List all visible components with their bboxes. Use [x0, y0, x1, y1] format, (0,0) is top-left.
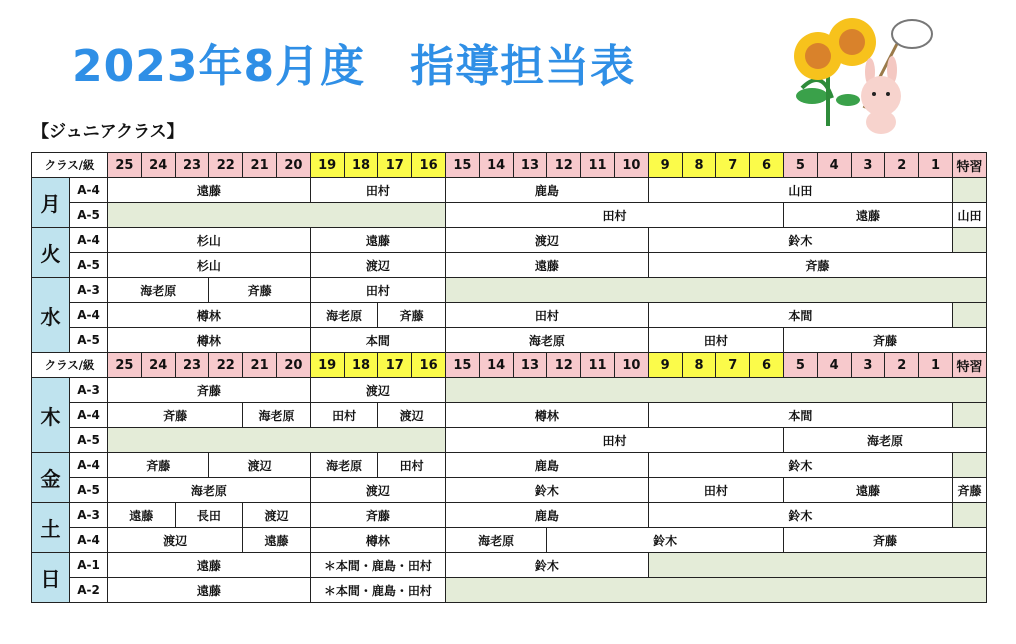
instructor-cell: 本間 [648, 303, 952, 328]
empty-slot-cell [952, 453, 986, 478]
instructor-cell: 田村 [310, 278, 445, 303]
page-title: 2023年8月度 指導担当表 [72, 41, 636, 92]
instructor-cell: 田村 [310, 178, 445, 203]
grade-header-cell: 9 [648, 153, 682, 178]
grade-header-cell: 13 [513, 153, 547, 178]
grade-header-row [32, 153, 987, 178]
class-level-cell: A-5 [70, 428, 108, 453]
instructor-cell: 遠藤 [783, 203, 952, 228]
instructor-cell: 海老原 [445, 328, 648, 353]
grade-header-cell: 14 [479, 353, 513, 378]
instructor-cell: 樽林 [445, 403, 648, 428]
instructor-cell: ＊本間・鹿島・田村 [310, 553, 445, 578]
sunflower-icon [794, 18, 876, 126]
instructor-cell: 遠藤 [108, 553, 311, 578]
grade-header-cell: 13 [513, 353, 547, 378]
instructor-cell: 斉藤 [783, 328, 986, 353]
empty-slot-cell [445, 378, 986, 403]
grade-header-cell: 3 [851, 153, 885, 178]
section-subtitle: 【ジュニアクラス】 [32, 122, 184, 142]
grade-header-cell: 11 [581, 153, 615, 178]
instructor-cell: 海老原 [310, 303, 378, 328]
grade-header-cell: 15 [445, 153, 479, 178]
schedule-row [32, 553, 987, 578]
instructor-cell: 海老原 [445, 528, 546, 553]
instructor-cell: 斉藤 [952, 478, 986, 503]
schedule-row [32, 378, 987, 403]
class-level-cell: A-3 [70, 503, 108, 528]
instructor-cell: 斉藤 [108, 403, 243, 428]
class-level-cell: A-5 [70, 253, 108, 278]
grade-header-cell: 7 [716, 353, 750, 378]
grade-header-cell: 25 [108, 153, 142, 178]
instructor-cell: 遠藤 [108, 178, 311, 203]
schedule-row [32, 403, 987, 428]
instructor-cell: 遠藤 [310, 228, 445, 253]
instructor-cell: 斉藤 [108, 378, 311, 403]
instructor-cell: 斉藤 [648, 253, 986, 278]
instructor-cell: 樽林 [108, 303, 311, 328]
schedule-row [32, 328, 987, 353]
instructor-cell: 鹿島 [445, 178, 648, 203]
grade-header-cell: 6 [750, 153, 784, 178]
summer-illustration [782, 8, 942, 136]
instructor-cell: 海老原 [108, 278, 209, 303]
instructor-cell: 鈴木 [648, 228, 952, 253]
instructor-cell: 田村 [445, 303, 648, 328]
grade-header-cell: 23 [175, 153, 209, 178]
grade-header-cell: 22 [209, 353, 243, 378]
grade-header-cell: 21 [243, 353, 277, 378]
grade-header-cell: 24 [141, 353, 175, 378]
class-level-cell: A-4 [70, 178, 108, 203]
schedule-row [32, 453, 987, 478]
class-level-cell: A-5 [70, 478, 108, 503]
empty-slot-cell [952, 403, 986, 428]
weekday-cell: 木 [32, 378, 70, 453]
instructor-cell: 鈴木 [547, 528, 784, 553]
weekday-cell: 火 [32, 228, 70, 278]
instructor-cell: 斉藤 [378, 303, 446, 328]
grade-header-cell: 7 [716, 153, 750, 178]
grade-header-cell: 25 [108, 353, 142, 378]
instructor-cell: 鈴木 [648, 453, 952, 478]
schedule-row [32, 578, 987, 603]
instructor-cell: 海老原 [108, 478, 311, 503]
instructor-cell: ＊本間・鹿島・田村 [310, 578, 445, 603]
instructor-cell: 鈴木 [445, 553, 648, 578]
grade-header-cell: 6 [750, 353, 784, 378]
empty-slot-cell [648, 553, 986, 578]
instructor-cell: 鈴木 [648, 503, 952, 528]
grade-header-cell: 21 [243, 153, 277, 178]
instructor-cell: 田村 [378, 453, 446, 478]
grade-header-cell: 23 [175, 353, 209, 378]
instructor-cell: 田村 [445, 428, 783, 453]
empty-slot-cell [108, 203, 446, 228]
instructor-cell: 田村 [310, 403, 378, 428]
class-level-cell: A-4 [70, 528, 108, 553]
instructor-cell: 遠藤 [108, 503, 176, 528]
instructor-cell: 海老原 [783, 428, 986, 453]
instructor-cell: 本間 [648, 403, 952, 428]
instructor-cell: 斉藤 [783, 528, 986, 553]
class-level-cell: A-2 [70, 578, 108, 603]
class-level-cell: A-4 [70, 303, 108, 328]
schedule-row [32, 303, 987, 328]
class-level-cell: A-4 [70, 453, 108, 478]
instructor-cell: 杉山 [108, 253, 311, 278]
grade-header-cell: 10 [614, 353, 648, 378]
instructor-cell: 遠藤 [783, 478, 952, 503]
schedule-row [32, 228, 987, 253]
instructor-cell: 山田 [952, 203, 986, 228]
empty-slot-cell [952, 303, 986, 328]
grade-header-cell: 9 [648, 353, 682, 378]
grade-header-cell: 16 [412, 353, 446, 378]
grade-header-cell: 19 [310, 353, 344, 378]
grade-header-cell: 2 [885, 353, 919, 378]
grade-header-cell: 10 [614, 153, 648, 178]
instructor-cell: 渡辺 [108, 528, 243, 553]
instructor-cell: 渡辺 [310, 478, 445, 503]
instructor-cell: 斉藤 [209, 278, 310, 303]
grade-header-cell: 1 [919, 353, 953, 378]
grade-header-cell: 24 [141, 153, 175, 178]
instructor-cell: 鹿島 [445, 503, 648, 528]
instructor-cell: 遠藤 [445, 253, 648, 278]
weekday-cell: 土 [32, 503, 70, 553]
rabbit-icon [861, 56, 901, 134]
instructor-cell: 鹿島 [445, 453, 648, 478]
grade-header-cell: 12 [547, 153, 581, 178]
grade-header-cell: 5 [783, 353, 817, 378]
weekday-cell: 金 [32, 453, 70, 503]
grade-header-cell: 22 [209, 153, 243, 178]
instructor-cell: 田村 [648, 328, 783, 353]
schedule-row [32, 203, 987, 228]
grade-header-cell: 18 [344, 153, 378, 178]
grade-header-row [32, 353, 987, 378]
instructor-cell: 渡辺 [310, 378, 445, 403]
grade-header-cell: 16 [412, 153, 446, 178]
empty-slot-cell [952, 178, 986, 203]
instructor-cell: 遠藤 [243, 528, 311, 553]
empty-slot-cell [445, 278, 986, 303]
instructor-cell: 斉藤 [310, 503, 445, 528]
grade-header-cell: 3 [851, 353, 885, 378]
grade-header-cell: 19 [310, 153, 344, 178]
schedule-row [32, 478, 987, 503]
weekday-cell: 水 [32, 278, 70, 353]
class-grade-label: クラス/級 [32, 153, 108, 178]
schedule-row [32, 503, 987, 528]
grade-header-cell: 12 [547, 353, 581, 378]
schedule-row [32, 253, 987, 278]
class-level-cell: A-5 [70, 328, 108, 353]
instructor-cell: 渡辺 [243, 503, 311, 528]
class-level-cell: A-3 [70, 378, 108, 403]
instructor-cell: 海老原 [310, 453, 378, 478]
grade-header-cell: 11 [581, 353, 615, 378]
grade-header-cell: 17 [378, 153, 412, 178]
grade-header-cell: 特習 [952, 353, 986, 378]
empty-slot-cell [952, 228, 986, 253]
schedule-table [31, 152, 987, 603]
grade-header-cell: 17 [378, 353, 412, 378]
instructor-cell: 遠藤 [108, 578, 311, 603]
instructor-cell: 渡辺 [209, 453, 310, 478]
weekday-cell: 月 [32, 178, 70, 228]
grade-header-cell: 4 [817, 353, 851, 378]
instructor-cell: 田村 [445, 203, 783, 228]
grade-header-cell: 18 [344, 353, 378, 378]
instructor-cell: 長田 [175, 503, 243, 528]
instructor-cell: 田村 [648, 478, 783, 503]
schedule-row [32, 428, 987, 453]
instructor-cell: 渡辺 [445, 228, 648, 253]
grade-header-cell: 8 [682, 353, 716, 378]
grade-header-cell: 20 [277, 353, 311, 378]
class-grade-label: クラス/級 [32, 353, 108, 378]
schedule-row [32, 528, 987, 553]
empty-slot-cell [108, 428, 446, 453]
grade-header-cell: 20 [277, 153, 311, 178]
grade-header-cell: 1 [919, 153, 953, 178]
class-level-cell: A-1 [70, 553, 108, 578]
instructor-cell: 杉山 [108, 228, 311, 253]
empty-slot-cell [445, 578, 986, 603]
class-level-cell: A-4 [70, 403, 108, 428]
empty-slot-cell [952, 503, 986, 528]
instructor-cell: 鈴木 [445, 478, 648, 503]
grade-header-cell: 15 [445, 353, 479, 378]
weekday-cell: 日 [32, 553, 70, 603]
instructor-cell: 樽林 [310, 528, 445, 553]
schedule-row [32, 178, 987, 203]
instructor-cell: 樽林 [108, 328, 311, 353]
grade-header-cell: 2 [885, 153, 919, 178]
class-level-cell: A-3 [70, 278, 108, 303]
instructor-cell: 渡辺 [378, 403, 446, 428]
grade-header-cell: 14 [479, 153, 513, 178]
instructor-cell: 斉藤 [108, 453, 209, 478]
class-level-cell: A-5 [70, 203, 108, 228]
schedule-row [32, 278, 987, 303]
instructor-cell: 海老原 [243, 403, 311, 428]
instructor-cell: 本間 [310, 328, 445, 353]
grade-header-cell: 8 [682, 153, 716, 178]
class-level-cell: A-4 [70, 228, 108, 253]
grade-header-cell: 4 [817, 153, 851, 178]
grade-header-cell: 特習 [952, 153, 986, 178]
grade-header-cell: 5 [783, 153, 817, 178]
instructor-cell: 山田 [648, 178, 952, 203]
instructor-cell: 渡辺 [310, 253, 445, 278]
